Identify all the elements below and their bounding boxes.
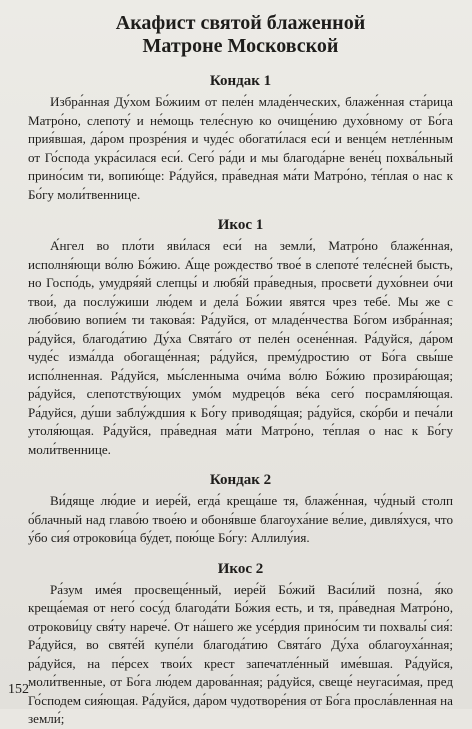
section-heading-kondak-1: Кондак 1 [209,73,272,89]
page-title [28,12,453,58]
page-content [28,12,453,729]
title-line-2: Матроне Московской [142,35,339,57]
page-number: 152 [8,682,29,697]
section-text-ikos-1: А́нгел во пло́ти яви́лася еси́ на земли́, Матро́но блаже́нная, исполня́ющи во́лю Бо́жию. А́ще рождество́ твое́ в слепоте́ теле́сней бысть, но Госпо́дь, умудря́яй слепцы́ и любя́й пра́ведныя, просвети́ духо́внеи о́чи твои́, да послу́жиши лю́дем и дела́ Бо́жии явятся чрез тебе́. Мы же с любо́вию вопие́м ти такова́я: Ра́дуйся, от младе́нчества Бо́гом избра́нная; ра́дуйся, благода́тию Ду́ха Свята́го от пеле́н осене́нная. Ра́дуйся, да́ром чуде́с изма́лда обогаще́нная; ра́дуйся, прему́дростию от Бо́га свы́ше испо́лненная. Ра́дуйся, мы́сленныма очи́ма во́лю Бо́жию прозира́ющая; ра́дуйся, слепотству́ющих умо́м мудрецо́в ве́ка сего́ посрамля́ющая. Ра́дуйся, ду́ши заблу́ждшия к Бо́гу приводя́щая; ра́дуйся, ско́рби и печа́ли утоля́ющая. Ра́дуйся, пра́ведная ма́ти Матро́но, те́плая о нас к Бо́гу моли́твеннице. [28,238,453,457]
title-line-1: Акафист святой блаженной [115,12,366,34]
section-heading-kondak-2: Кондак 2 [209,472,272,488]
section-text-kondak-1: Избра́нная Ду́хом Бо́жиим от пеле́н младе́нческих, блаже́нная ста́рица Матро́но, слепоту́ и не́мощь теле́сную ко очище́нию духо́вному от Бо́га прия́вшая, да́ром прозре́ния и чуде́с обогати́лася еси́ и венце́м нетле́нным от Го́спода укра́силася еси́. Сего́ ра́ди и мы благода́рне вене́ц похва́льный прино́сим ти, вопию́ще: Ра́дуйся, пра́ведная ма́ти Матро́но, те́плая о нас к Бо́гу моли́твеннице. [28,94,453,202]
section-heading-ikos-2: Икос 2 [217,560,264,577]
section-text-kondak-2: Ви́дяще лю́дие и иере́й, егда́ креща́ше тя, блаже́нная, чу́дный столп о́блачный над главо́ю твое́ю и обоня́вше благоуха́ние ве́лие, дивля́хуся, что у́бо сия́ отрокови́ца бу́дет, пою́ще Бо́гу: Аллилу́ия. [28,493,453,545]
section-heading-ikos-1: Икос 1 [217,217,264,233]
section-text-ikos-2: Ра́зум име́я просвеще́нный, иере́й Бо́жий Васи́лий позна́, я́ко креща́емая от него́ сосу́д благода́ти Бо́жия есть, и тя, пра́ведная Матро́но, отрокови́цу свя́ту нарече́. От на́шего же усе́рдия прино́сим ти похвалы́ сия́: Ра́дуйся, во святе́й купе́ли благода́тию Свята́го Ду́ха облагоуха́нная; ра́дуйся, на пе́рсех твои́х крест запечатле́нный име́вшая. Ра́дуйся, моли́твенные, от Бо́га лю́дем дарова́нная; ра́дуйся, свеще́ неугаси́мая, пред Го́сподем сия́ющая. Ра́дуйся, да́ром чудотворе́ния от Бо́га просла́вленная на земли́; [28,581,453,726]
